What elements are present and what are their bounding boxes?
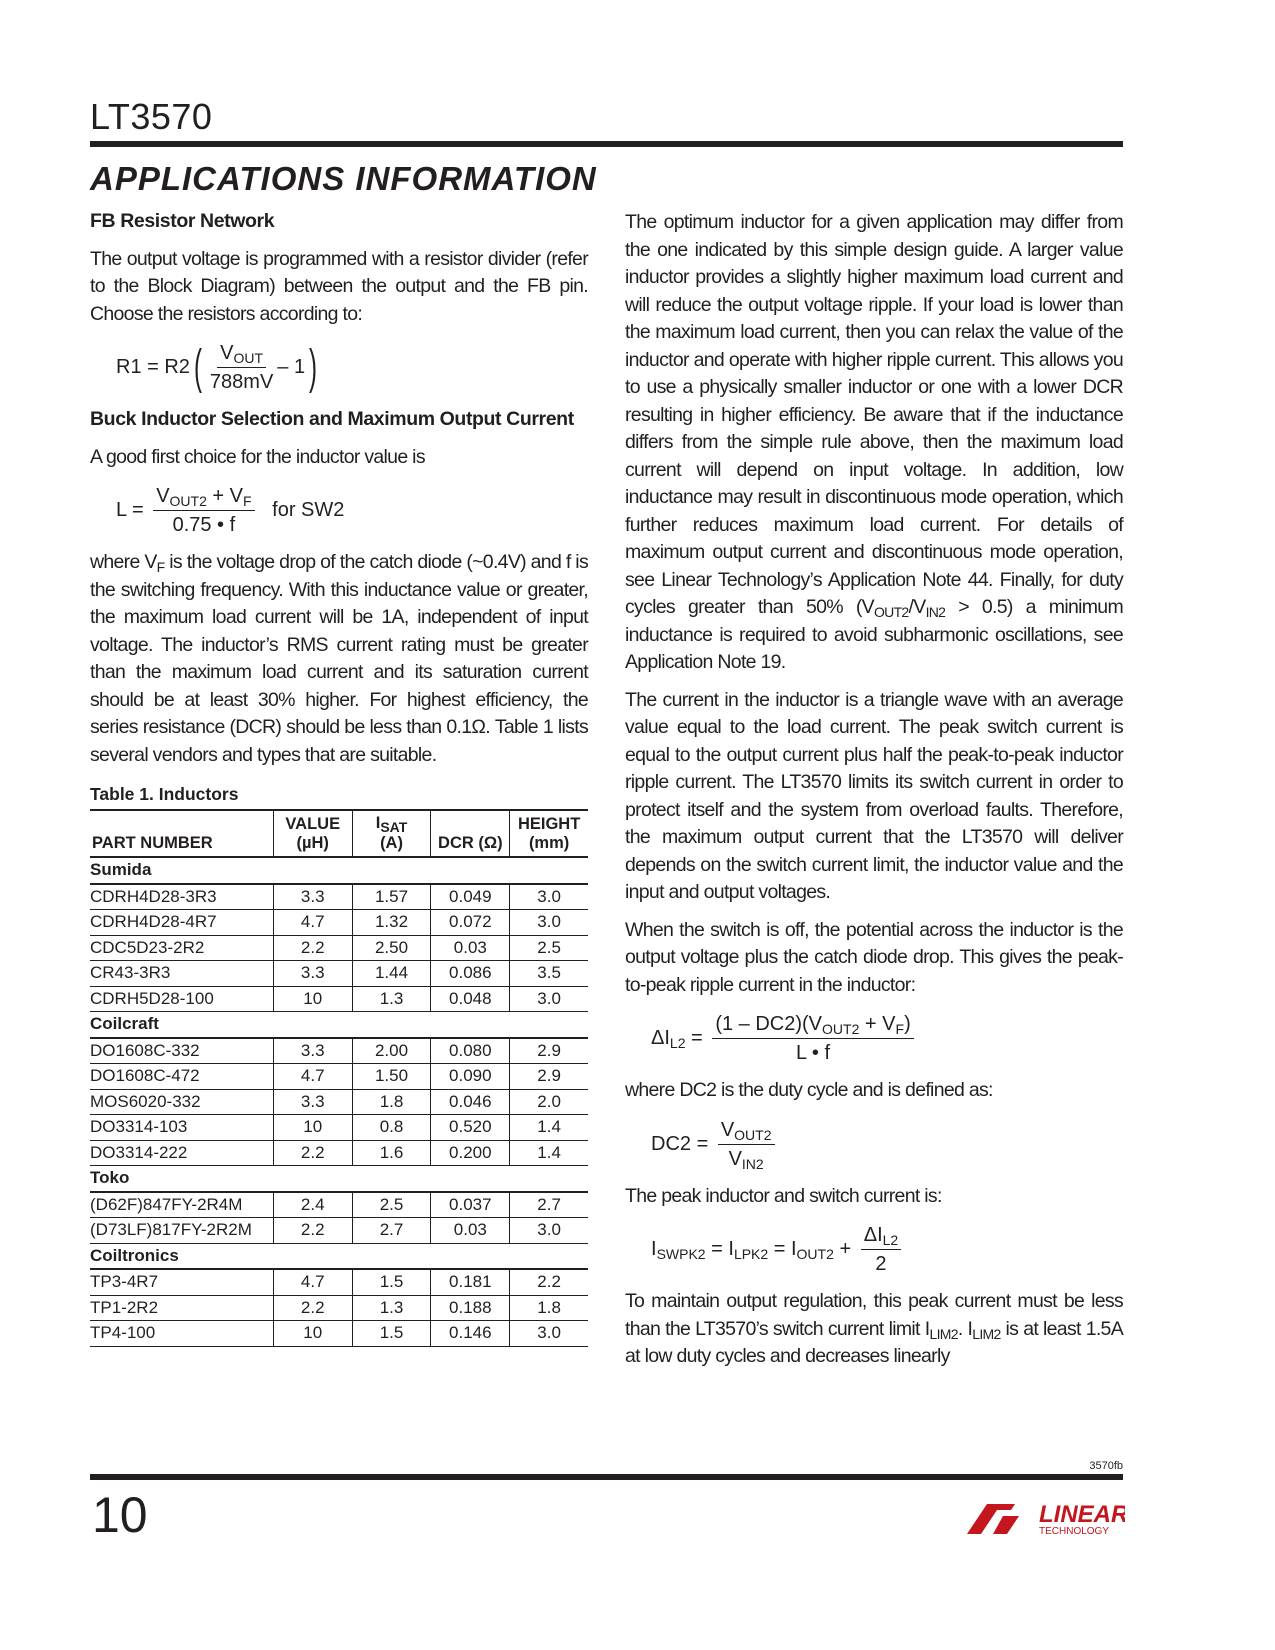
- svg-text:LINEAR: LINEAR: [1039, 1501, 1125, 1528]
- vendor-row: [90, 1243, 588, 1269]
- header-rule: [90, 141, 1123, 147]
- table-row: [90, 935, 588, 961]
- table-cell: 0.188: [431, 1295, 510, 1321]
- table-caption: Table 1. Inductors: [90, 784, 239, 804]
- table-row: [90, 1295, 588, 1321]
- table-cell: 1.3: [352, 986, 431, 1012]
- paragraph: The current in the inductor is a triangle wave with an average value equal to the load current. The peak switch current is equal to the output current plus half the peak-to-peak inductor ripple current. The LT3570 limits its switch current in order to protect itself and the system from overload faults. Therefore, the maximum output current that the LT3570 will deliver depends on the switch current limit, the inductor value and the input and output voltages.: [625, 688, 1123, 903]
- table-cell: 3.0: [510, 884, 588, 910]
- eq-sub: LPK2: [733, 1246, 769, 1262]
- table-cell: 2.7: [352, 1218, 431, 1244]
- sub: LIM2: [972, 1325, 1001, 1342]
- equation-ripple: [651, 1009, 1123, 1067]
- eq-tail: for SW2: [272, 499, 345, 521]
- eq-num: V: [156, 485, 170, 508]
- equation-r1: [116, 338, 588, 396]
- vendor-row: [90, 857, 588, 884]
- eq-den: 2: [875, 1253, 887, 1276]
- fraction: [210, 340, 273, 395]
- text: where V: [90, 551, 157, 573]
- table-cell: 10: [273, 986, 352, 1012]
- table-cell: 3.3: [273, 961, 352, 987]
- table-row: [90, 986, 588, 1012]
- table-cell: 3.3: [273, 1038, 352, 1064]
- table-cell: 0.090: [431, 1064, 510, 1090]
- table-cell: 3.0: [510, 1321, 588, 1347]
- text: is at least 1.5A at low duty cycles and decreases linearly: [625, 1317, 1124, 1367]
- table-cell: CR43-3R3: [90, 961, 273, 987]
- eq-term: +: [833, 1238, 852, 1260]
- eq-sub: OUT2: [169, 493, 207, 510]
- table-cell: 2.5: [352, 1192, 431, 1218]
- paragraph: When the switch is off, the potential across the inductor is the output voltage plus the catch diode drop. This gives the peak-to-peak ripple current in the inductor:: [625, 918, 1123, 996]
- paragraph: [625, 209, 1123, 677]
- table-cell: 2.5: [510, 935, 588, 961]
- text: . I: [957, 1317, 973, 1340]
- eq-sub: OUT: [233, 350, 264, 367]
- table-cell: 2.50: [352, 935, 431, 961]
- table-cell: 2.9: [510, 1038, 588, 1064]
- eq-num: ΔI: [863, 1224, 883, 1247]
- table-cell: 0.080: [431, 1038, 510, 1064]
- table-cell: (D62F)847FY-2R4M: [90, 1192, 273, 1218]
- heading-fb-resistor: FB Resistor Network: [90, 210, 275, 232]
- table-cell: 2.00: [352, 1038, 431, 1064]
- paren: (: [193, 340, 202, 394]
- table-cell: 2.2: [510, 1269, 588, 1295]
- vendor-name: Coiltronics: [90, 1243, 588, 1269]
- col-isat: [352, 810, 431, 857]
- table-cell: DO1608C-472: [90, 1064, 273, 1090]
- paragraph: The output voltage is programmed with a resistor divider (refer to the Block Diagram) between the output and the FB pin. Choose the resistors according to:: [90, 247, 588, 325]
- table-cell: 0.146: [431, 1321, 510, 1347]
- col-dcr: DCR (Ω): [431, 810, 510, 857]
- eq-num: + V: [859, 1013, 896, 1036]
- table-cell: 2.0: [510, 1089, 588, 1115]
- table-cell: 2.7: [510, 1192, 588, 1218]
- table-cell: 3.5: [510, 961, 588, 987]
- table-cell: 4.7: [273, 910, 352, 936]
- eq-den: V: [728, 1147, 742, 1170]
- linear-technology-logo: [965, 1496, 1125, 1543]
- table-cell: 0.072: [431, 910, 510, 936]
- eq-term: = I: [705, 1238, 734, 1260]
- table-cell: 1.4: [510, 1115, 588, 1141]
- footer-rule: [90, 1474, 1123, 1480]
- table-cell: CDRH4D28-4R7: [90, 910, 273, 936]
- eq-tail: – 1: [277, 356, 306, 378]
- table-cell: MOS6020-332: [90, 1089, 273, 1115]
- table-row: [90, 1321, 588, 1347]
- table-cell: 3.0: [510, 1218, 588, 1244]
- eq-term: I: [651, 1238, 657, 1260]
- table-row: [90, 1038, 588, 1064]
- eq-lhs: L =: [116, 499, 144, 521]
- vendor-name: Toko: [90, 1166, 588, 1192]
- table-row: [90, 1089, 588, 1115]
- table-cell: (D73LF)817FY-2R2M: [90, 1218, 273, 1244]
- col-value: VALUE (µH): [273, 810, 352, 857]
- table-cell: 0.046: [431, 1089, 510, 1115]
- table-cell: 0.037: [431, 1192, 510, 1218]
- eq-lhs: ΔI: [651, 1027, 670, 1049]
- table-cell: 3.3: [273, 1089, 352, 1115]
- doc-code: 3570fb: [1089, 1460, 1123, 1472]
- table-cell: CDRH5D28-100: [90, 986, 273, 1012]
- text: is the voltage drop of the catch diode (~0.4V) and f is the switching frequency. With this inductance value or greater, the maximum load current will be 1A, independent of input voltage. The inductor’s RMS current rating must be greater than the maximum load current and its saturation current should be at least 30% higher. For highest efficiency, the series resistance (DCR) should be less than 0.1Ω. Table 1 lists several vendors and types that are suitable.: [90, 551, 588, 766]
- table-cell: 1.50: [352, 1064, 431, 1090]
- table-cell: 2.2: [273, 935, 352, 961]
- table-cell: 0.049: [431, 884, 510, 910]
- svg-text:TECHNOLOGY: TECHNOLOGY: [1039, 1526, 1110, 1537]
- table-row: [90, 910, 588, 936]
- sub: IN2: [925, 604, 946, 620]
- table-cell: 1.3: [352, 1295, 431, 1321]
- paragraph: where DC2 is the duty cycle and is defined as:: [625, 1079, 993, 1101]
- eq-lhs: =: [685, 1027, 703, 1049]
- table-cell: 1.8: [510, 1295, 588, 1321]
- table-cell: 0.03: [431, 1218, 510, 1244]
- vendor-row: [90, 1012, 588, 1038]
- table-cell: 1.44: [352, 961, 431, 987]
- isat-unit: (A): [380, 834, 403, 852]
- table-cell: 2.9: [510, 1064, 588, 1090]
- fraction: [712, 1011, 913, 1066]
- isat-i: I: [375, 814, 381, 832]
- table-cell: 1.6: [352, 1140, 431, 1166]
- table-cell: 0.200: [431, 1140, 510, 1166]
- fraction: [153, 483, 254, 538]
- table-cell: TP3-4R7: [90, 1269, 273, 1295]
- table-cell: 0.520: [431, 1115, 510, 1141]
- eq-lhs: R1 = R2: [116, 356, 190, 378]
- table-cell: 10: [273, 1115, 352, 1141]
- table-cell: 3.0: [510, 910, 588, 936]
- table-cell: 3.3: [273, 884, 352, 910]
- eq-num: (1 – DC2)(V: [715, 1013, 823, 1036]
- part-number: LT3570: [90, 96, 213, 137]
- table-cell: 1.32: [352, 910, 431, 936]
- table-cell: 0.8: [352, 1115, 431, 1141]
- heading-buck-inductor: Buck Inductor Selection and Maximum Output Current: [90, 408, 574, 430]
- eq-sub: OUT2: [734, 1126, 772, 1143]
- left-column: [90, 208, 588, 1347]
- right-column: [625, 209, 1123, 1381]
- eq-num: ): [904, 1013, 911, 1036]
- table-cell: DO3314-222: [90, 1140, 273, 1166]
- table-cell: DO3314-103: [90, 1115, 273, 1141]
- vendor-name: Coilcraft: [90, 1012, 588, 1038]
- table-cell: DO1608C-332: [90, 1038, 273, 1064]
- vendor-row: [90, 1166, 588, 1192]
- eq-sub: L2: [882, 1232, 899, 1249]
- inductor-table: [90, 809, 588, 1347]
- eq-num: V: [720, 1118, 735, 1141]
- eq-sub: SWPK2: [656, 1246, 706, 1262]
- table-row: [90, 1140, 588, 1166]
- fraction: [861, 1222, 902, 1277]
- table-cell: 2.2: [273, 1218, 352, 1244]
- table-row: [90, 961, 588, 987]
- eq-lhs: DC2 =: [651, 1132, 709, 1155]
- eq-sub: IN2: [741, 1155, 764, 1172]
- eq-sub: OUT2: [822, 1021, 860, 1038]
- section-title: APPLICATIONS INFORMATION: [90, 160, 597, 197]
- table-row: [90, 1115, 588, 1141]
- eq-sub: F: [895, 1021, 905, 1038]
- equation-peak: [651, 1220, 1123, 1278]
- table-cell: 1.8: [352, 1089, 431, 1115]
- table-cell: 3.0: [510, 986, 588, 1012]
- table-cell: 2.2: [273, 1140, 352, 1166]
- table-cell: 0.086: [431, 961, 510, 987]
- eq-num: + V: [206, 485, 244, 508]
- table-row: [90, 1218, 588, 1244]
- sub: LIM2: [929, 1325, 958, 1342]
- text: To maintain output regulation, this peak current must be less than the LT3570’s switch current limit I: [625, 1290, 1123, 1340]
- paragraph: The peak inductor and switch current is:: [625, 1184, 942, 1207]
- col-height: HEIGHT (mm): [510, 810, 588, 857]
- eq-den: 0.75 • f: [172, 514, 236, 537]
- text: > 0.5) a minimum inductance is required to avoid subharmonic oscillations, see Application Note 19.: [625, 596, 1123, 673]
- isat-sub: SAT: [380, 819, 408, 835]
- vendor-name: Sumida: [90, 857, 588, 884]
- paragraph: A good first choice for the inductor value is: [90, 445, 425, 468]
- table-cell: 1.5: [352, 1269, 431, 1295]
- table-cell: TP1-2R2: [90, 1295, 273, 1321]
- eq-sub: OUT2: [796, 1246, 834, 1262]
- eq-sub: F: [243, 493, 252, 510]
- sub: F: [156, 559, 165, 575]
- paragraph: [625, 1288, 1123, 1371]
- table-cell: 2.4: [273, 1192, 352, 1218]
- table-cell: CDC5D23-2R2: [90, 935, 273, 961]
- sub: OUT2: [873, 604, 909, 620]
- paragraph: [90, 549, 588, 769]
- table-cell: 1.4: [510, 1140, 588, 1166]
- table-cell: 0.181: [431, 1269, 510, 1295]
- eq-term: = I: [768, 1238, 797, 1260]
- paren: ): [309, 340, 318, 394]
- text: The optimum inductor for a given application may differ from the one indicated by this simple design guide. A larger value inductor provides a slightly higher maximum load current and will reduce the output voltage ripple. If your load is lower than the maximum load current, then you can relax the value of the inductor and operate with higher ripple current. This allows you to use a physically smaller inductor or one with a lower DCR resulting in higher efficiency. Be aware that if the inductance differs from the simple rule above, then the maximum load current will depend on input voltage. In addition, low inductance may result in discontinuous mode operation, which further reduces maximum load current. For details of maximum output current and discontinuous mode operation, see Linear Technology’s Application Note 44. Finally, for duty cycles greater than 50% (V: [625, 211, 1123, 618]
- table-row: [90, 884, 588, 910]
- table-cell: 0.048: [431, 986, 510, 1012]
- table-cell: 1.5: [352, 1321, 431, 1347]
- eq-num: V: [220, 342, 234, 365]
- equation-dc2: [651, 1115, 1123, 1173]
- text: /V: [908, 596, 926, 618]
- table-cell: 4.7: [273, 1269, 352, 1295]
- table-cell: 0.03: [431, 935, 510, 961]
- fraction: [718, 1117, 775, 1172]
- eq-den: L • f: [795, 1042, 831, 1065]
- table-row: [90, 1192, 588, 1218]
- table-cell: TP4-100: [90, 1321, 273, 1347]
- table-row: [90, 1269, 588, 1295]
- col-part: PART NUMBER: [90, 810, 273, 857]
- table-cell: 1.57: [352, 884, 431, 910]
- table-cell: 10: [273, 1321, 352, 1347]
- page-number: 10: [92, 1487, 148, 1543]
- table-row: [90, 1064, 588, 1090]
- eq-sub: L2: [669, 1035, 686, 1051]
- eq-den: 788mV: [209, 371, 274, 394]
- table-cell: 2.2: [273, 1295, 352, 1321]
- equation-l: [116, 481, 588, 539]
- table-cell: 4.7: [273, 1064, 352, 1090]
- table-cell: CDRH4D28-3R3: [90, 884, 273, 910]
